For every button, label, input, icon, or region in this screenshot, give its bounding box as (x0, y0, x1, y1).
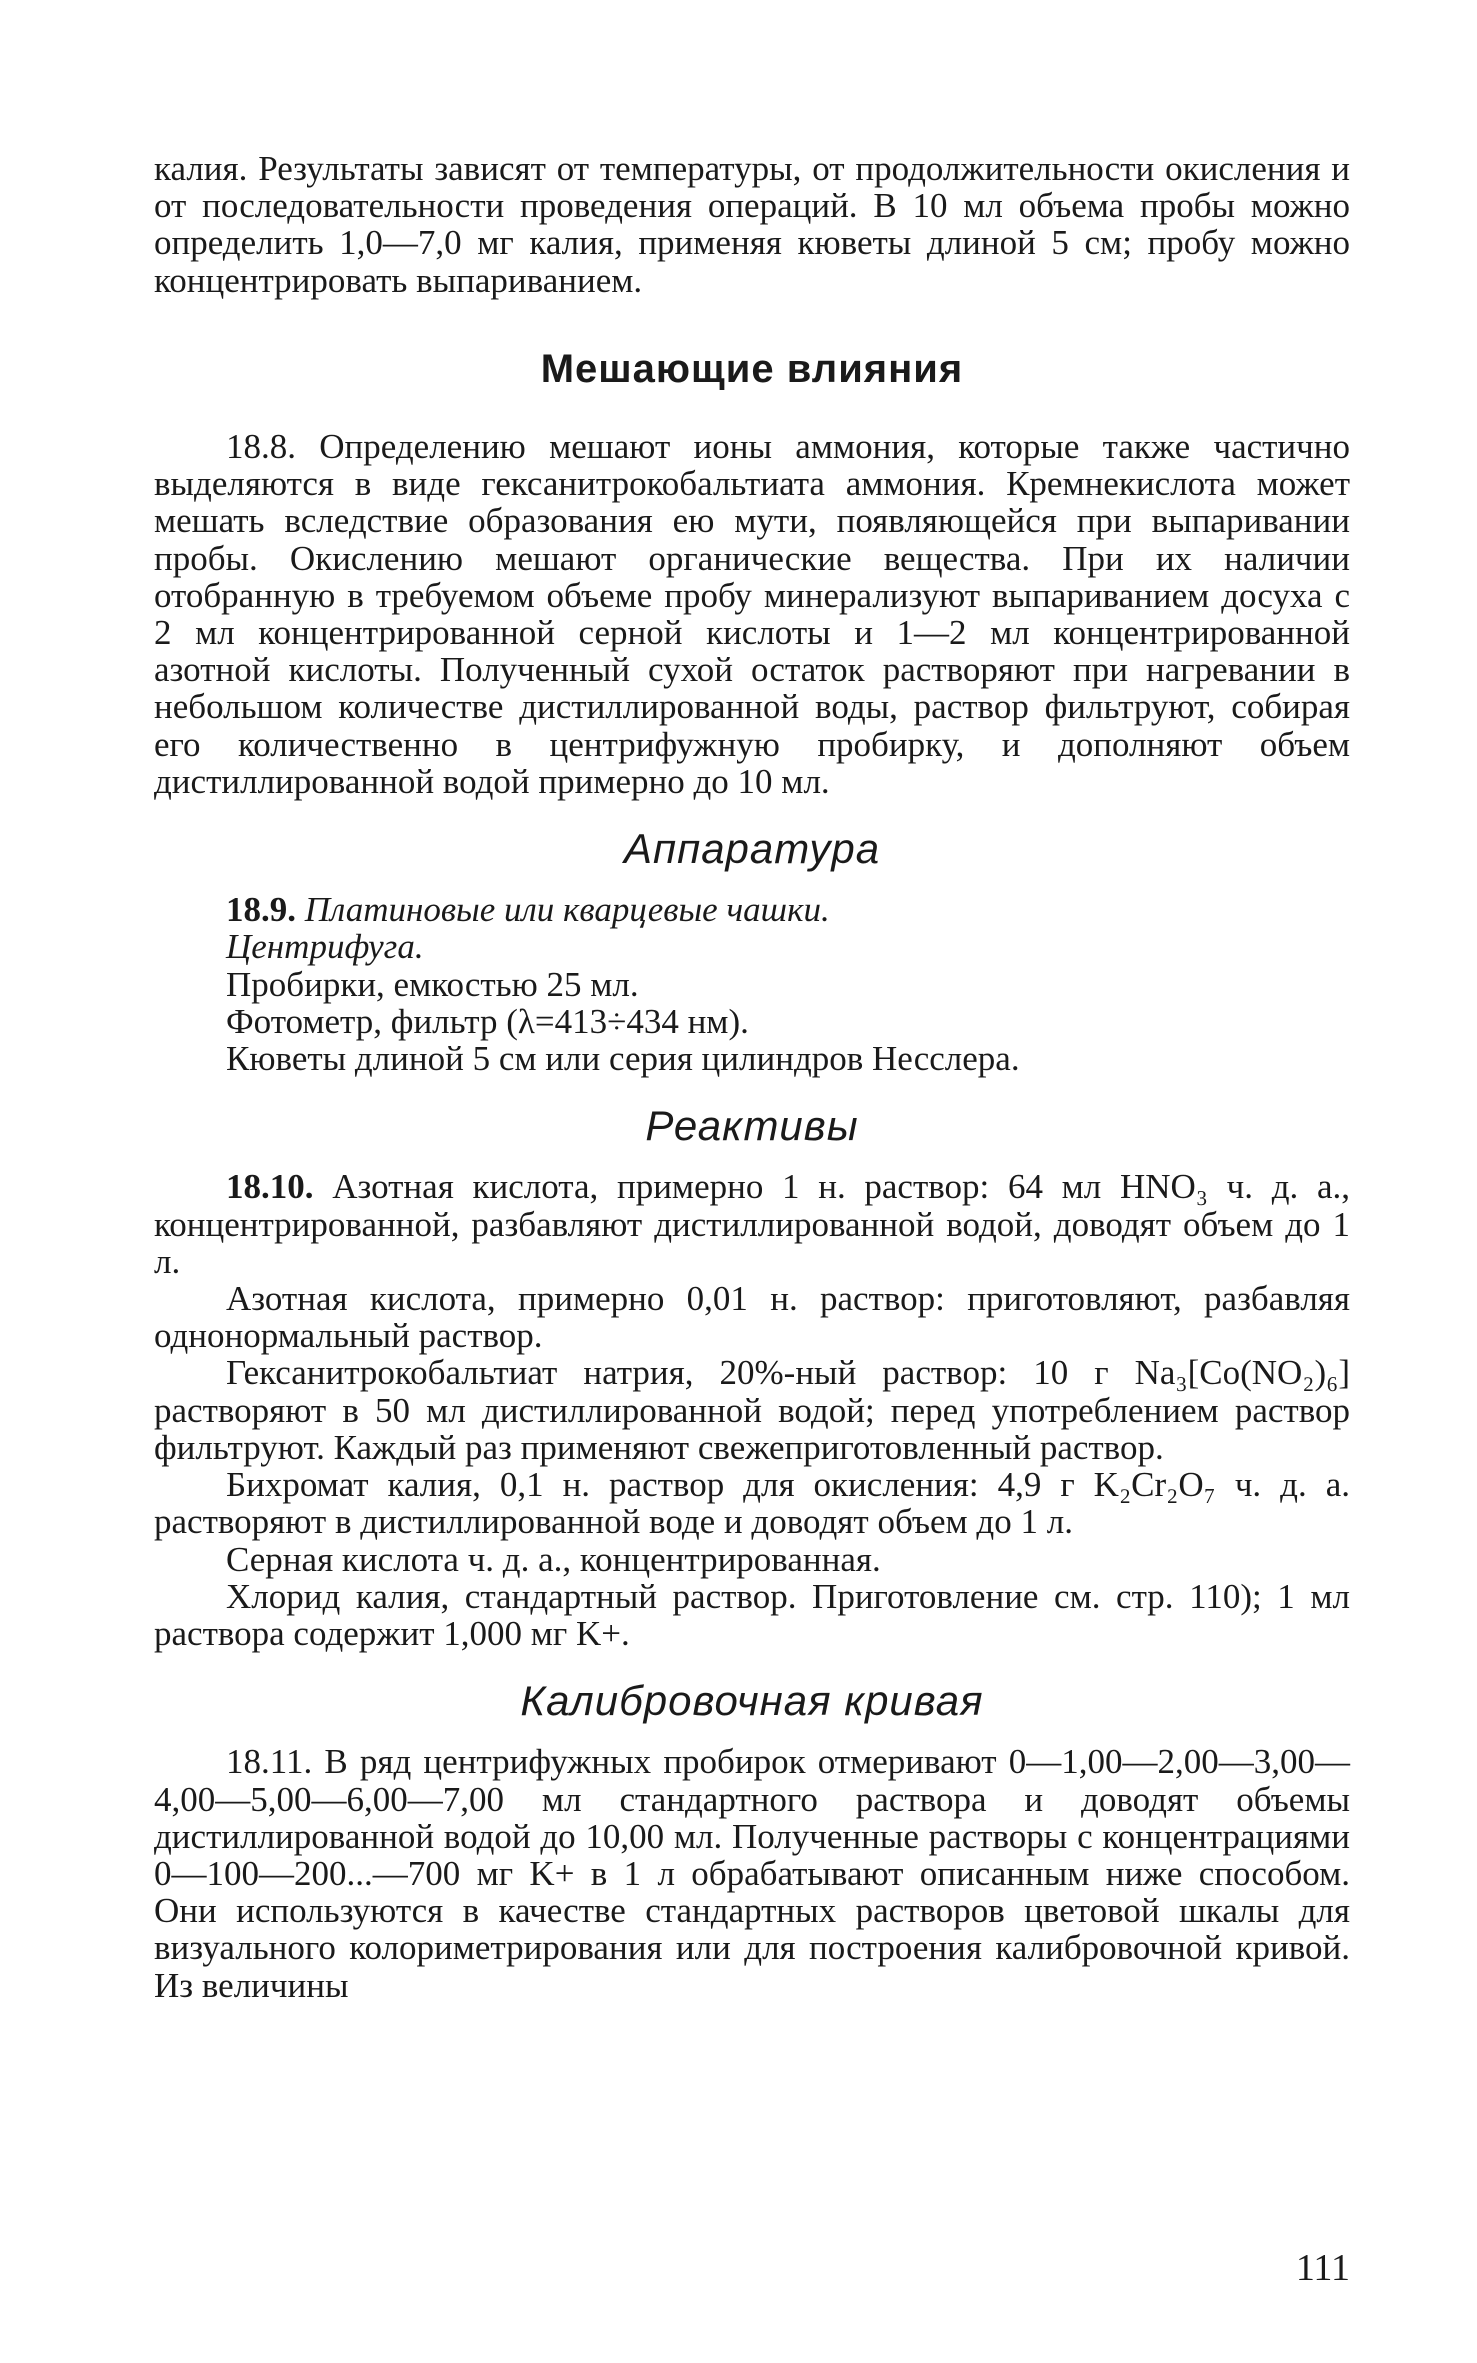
calibration-paragraph: 18.11. В ряд центрифужных пробирок отмеривают 0—1,00—2,00—3,00—4,00—5,00—6,00—7,00 мл стандартного раствора и доводят объемы дистиллированной водой до 10,00 мл. Полученные растворы с концентрациями 0—100—200...—700 мг K+ в 1 л обрабатывают описанным ниже способом. Они используются в качестве стандартных растворов цветовой шкалы для визуального колориметрирования или для построения калибровочной кривой. Из величины (154, 1742, 1350, 2005)
apparatus-item-3: Пробирки, емкостью 25 мл. (226, 964, 639, 1004)
apparatus-item-1 (154, 891, 1350, 928)
intro-paragraph: калия. Результаты зависят от температуры, от продолжительности окисления и от последовательности проведения операций. В 10 мл объема пробы можно определить 1,0—7,0 мг калия, применяя кюветы длиной 5 см; пробу можно концентрировать выпариванием. (154, 149, 1350, 300)
reagent-6: Хлорид калия, стандартный раствор. Приготовление см. стр. 110); 1 мл раствора содержит 1,000 мг K+. (154, 1576, 1350, 1653)
reagent-1 (154, 1168, 1350, 1280)
reagent-4: Бихромат калия, 0,1 н. раствор для окисления: 4,9 г K₂Cr₂O₇ ч. д. а. растворяют в дистиллированной воде и доводят объем до 1 л. (154, 1465, 1350, 1542)
interference-paragraph: 18.8. Определению мешают ионы аммония, которые также частично выделяются в виде гексанитрокобальтиата аммония. Кремнекислота может мешать вследствие образования ею мути, появляющейся при выпаривании пробы. Окислению мешают органические вещества. При их наличии отобранную в требуемом объеме пробу минерализуют выпариванием досуха с 2 мл концентрированной серной кислоты и 1—2 мл концентрированной азотной кислоты. Полученный сухой остаток растворяют при нагревании в небольшом количестве дистиллированной воды, раствор фильтруют, собирая его количественно в центрифужную пробирку, и дополняют объем дистиллированной водой примерно до 10 мл. (154, 427, 1350, 801)
reagent-number: 18.10. (226, 1167, 314, 1207)
apparatus-item-5: Кюветы длиной 5 см или серия цилиндров Несслера. (226, 1039, 1020, 1079)
apparatus-number: 18.9. (226, 890, 296, 930)
apparatus-line-1: Платиновые или кварцевые чашки. (304, 890, 830, 930)
reagent-5: Серная кислота ч. д. а., концентрированная. (226, 1539, 881, 1579)
heading-interference: Мешающие влияния (540, 346, 964, 391)
heading-reagents: Реактивы (645, 1102, 859, 1150)
reagent-2: Азотная кислота, примерно 0,01 н. раствор: приготовляют, разбавляя однонормальный раствор. (154, 1279, 1350, 1356)
reagent-3: Гексанитрокобальтиат натрия, 20%-ный раствор: 10 г Na₃[Co(NO₂)₆] растворяют в 50 мл дистиллированной водой; перед употреблением раствор фильтруют. Каждый раз применяют свежеприготовленный раствор. (154, 1353, 1350, 1467)
apparatus-item-4: Фотометр, фильтр (λ=413÷434 нм). (226, 1001, 749, 1041)
reagent-1-text: Азотная кислота, примерно 1 н. раствор: 64 мл HNO₃ ч. д. а., концентрированной, разбавляют дистиллированной водой, доводят объем до 1 л. (154, 1167, 1351, 1281)
heading-calibration: Калибровочная кривая (520, 1677, 984, 1725)
page-content (154, 150, 1350, 2004)
heading-apparatus: Аппаратура (623, 825, 881, 873)
page-number: 111 (1295, 2247, 1350, 2289)
apparatus-item-2: Центрифуга. (226, 927, 424, 967)
apparatus-list (154, 891, 1350, 1077)
